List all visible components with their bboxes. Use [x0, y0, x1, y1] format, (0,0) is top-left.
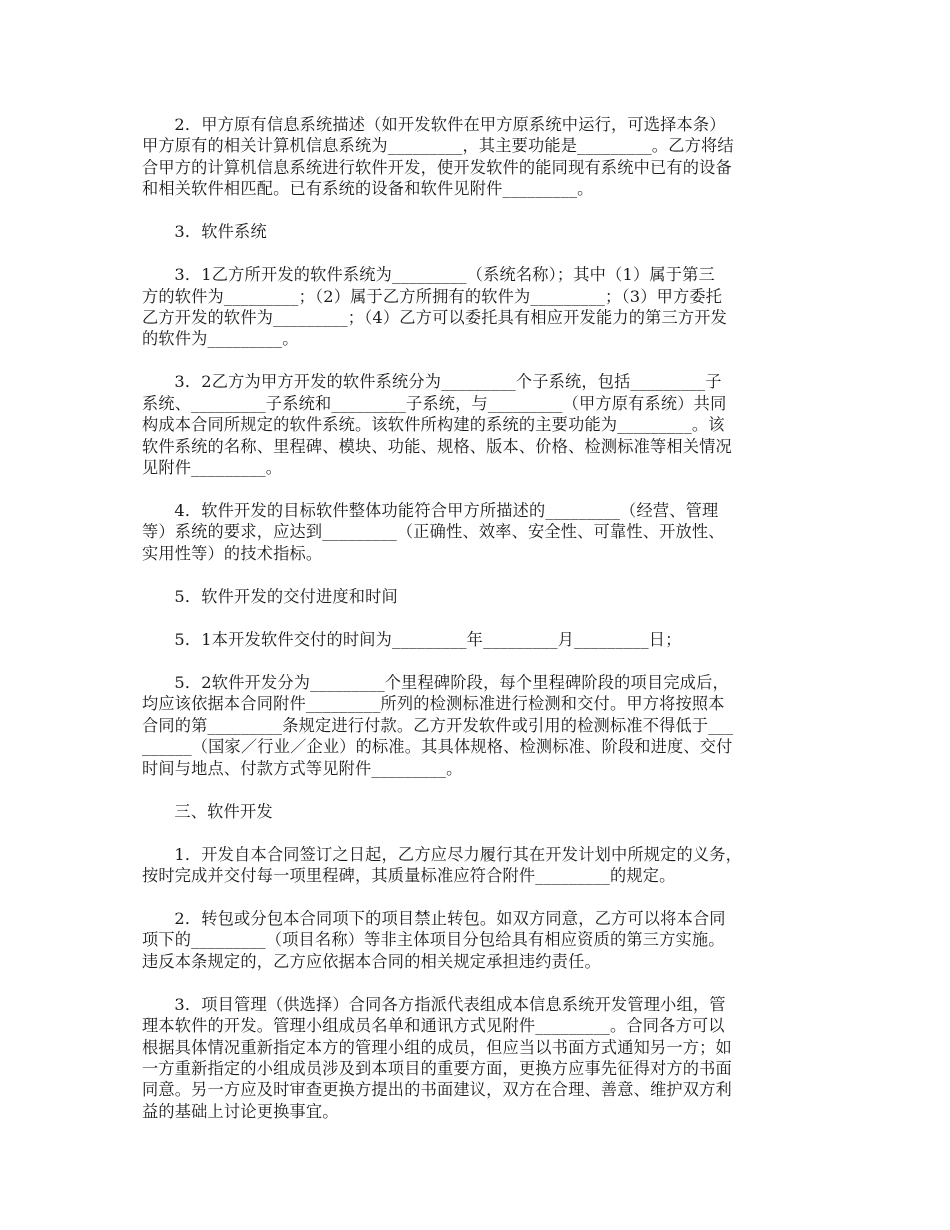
text-line: 三、软件开发	[174, 801, 273, 821]
text-line: 的软件为_________。	[142, 329, 299, 349]
text-line: 5．2软件开发分为_________个里程碑阶段，每个里程碑阶段的项目完成后，	[174, 672, 729, 692]
text-line: 违反本条规定的，乙方应依据本合同的相关规定承担违约责任。	[142, 951, 601, 971]
paragraph-p-2-original-system	[142, 114, 814, 200]
text-line: 3．软件系统	[174, 222, 267, 242]
document-body	[142, 114, 814, 1144]
paragraph-p-4	[142, 500, 814, 564]
text-line: 按时完成并交付每一项里程碑，其质量标准应符合附件_________的规定。	[142, 865, 676, 885]
text-line: 5．软件开发的交付进度和时间	[174, 586, 398, 606]
text-line: 4．软件开发的目标软件整体功能符合甲方所描述的_________（经营、管理	[174, 501, 719, 521]
paragraph-p-3-2	[142, 371, 814, 478]
text-line: 一方重新指定的小组成员涉及到本项目的重要方面，更换方应事先征得对方的书面	[142, 1058, 732, 1078]
text-line: 实用性等）的技术指标。	[142, 543, 323, 563]
text-line: 5．1本开发软件交付的时间为_________年_________月_________日；	[174, 629, 682, 649]
text-line: 理本软件的开发。管理小组成员名单和通讯方式见附件_________。合同各方可以	[142, 1016, 725, 1036]
text-line: 方的软件为_________；（2）属于乙方所拥有的软件为_________；（3）甲方委托	[142, 286, 723, 306]
text-line: 甲方原有的相关计算机信息系统为_________，其主要功能是_________。乙方将结	[142, 136, 734, 156]
text-line: 等）系统的要求，应达到_________（正确性、效率、安全性、可靠性、开放性、	[142, 522, 725, 542]
paragraph-p-section-3-heading	[142, 801, 814, 822]
text-line: 根据具体情况重新指定本方的管理小组的成员，但应当以书面方式通知另一方；如	[142, 1037, 732, 1057]
text-line: 益的基础上讨论更换事宜。	[142, 1101, 339, 1121]
text-line: 和相关软件相匹配。已有系统的设备和软件见附件_________。	[142, 179, 594, 199]
paragraph-p-5-1	[142, 629, 814, 650]
text-line: 2．转包或分包本合同项下的项目禁止转包。如双方同意，乙方可以将本合同	[174, 908, 726, 928]
text-line: 1．开发自本合同签订之日起，乙方应尽力履行其在开发计划中所规定的义务，	[174, 844, 743, 864]
text-line: 3．2乙方为甲方开发的软件系统分为_________个子系统，包括_________子	[174, 372, 722, 392]
text-line: 3．项目管理（供选择）合同各方指派代表组成本信息系统开发管理小组，管	[174, 994, 726, 1014]
text-line: 乙方开发的软件为_________；（4）乙方可以委托具有相应开发能力的第三方开发	[142, 308, 728, 328]
text-line: 软件系统的名称、里程碑、模块、功能、规格、版本、价格、检测标准等相关情况	[142, 436, 732, 456]
text-line: 构成本合同所规定的软件系统。该软件所构建的系统的主要功能为_________。该	[142, 415, 725, 435]
text-line: 2．甲方原有信息系统描述（如开发软件在甲方原系统中运行，可选择本条）	[174, 115, 726, 134]
paragraph-p-dev-3	[142, 994, 814, 1122]
text-line: 3．1乙方所开发的软件系统为_________（系统名称）；其中（1）属于第三	[174, 265, 715, 285]
text-line: 合同的第_________条规定进行付款。乙方开发软件或引用的检测标准不得低于___	[142, 715, 734, 735]
text-line: 均应该依据本合同附件_________所列的检测标准进行检测和交付。甲方将按照本	[142, 694, 725, 714]
paragraph-p-dev-2	[142, 908, 814, 972]
paragraph-p-5-heading	[142, 586, 814, 607]
paragraph-p-3-software-system-heading	[142, 221, 814, 242]
text-line: 见附件_________。	[142, 458, 283, 478]
text-line: 项下的_________（项目名称）等非主体项目分包给具有相应资质的第三方实施。	[142, 930, 725, 950]
text-line: 合甲方的计算机信息系统进行软件开发，使开发软件的能同现有系统中已有的设备	[142, 157, 732, 177]
paragraph-p-5-2	[142, 672, 814, 779]
paragraph-p-3-1	[142, 264, 814, 350]
text-line: 系统、_________子系统和_________子系统，与_________（甲方原有系统）共同	[142, 393, 727, 413]
text-line: 同意。另一方应及时审查更换方提出的书面建议，双方在合理、善意、维护双方利	[142, 1080, 732, 1100]
text-line: 时间与地点、付款方式等见附件_________。	[142, 758, 463, 778]
text-line: ______（国家／行业／企业）的标准。其具体规格、检测标准、阶段和进度、交付	[142, 737, 733, 757]
paragraph-p-dev-1	[142, 844, 814, 887]
